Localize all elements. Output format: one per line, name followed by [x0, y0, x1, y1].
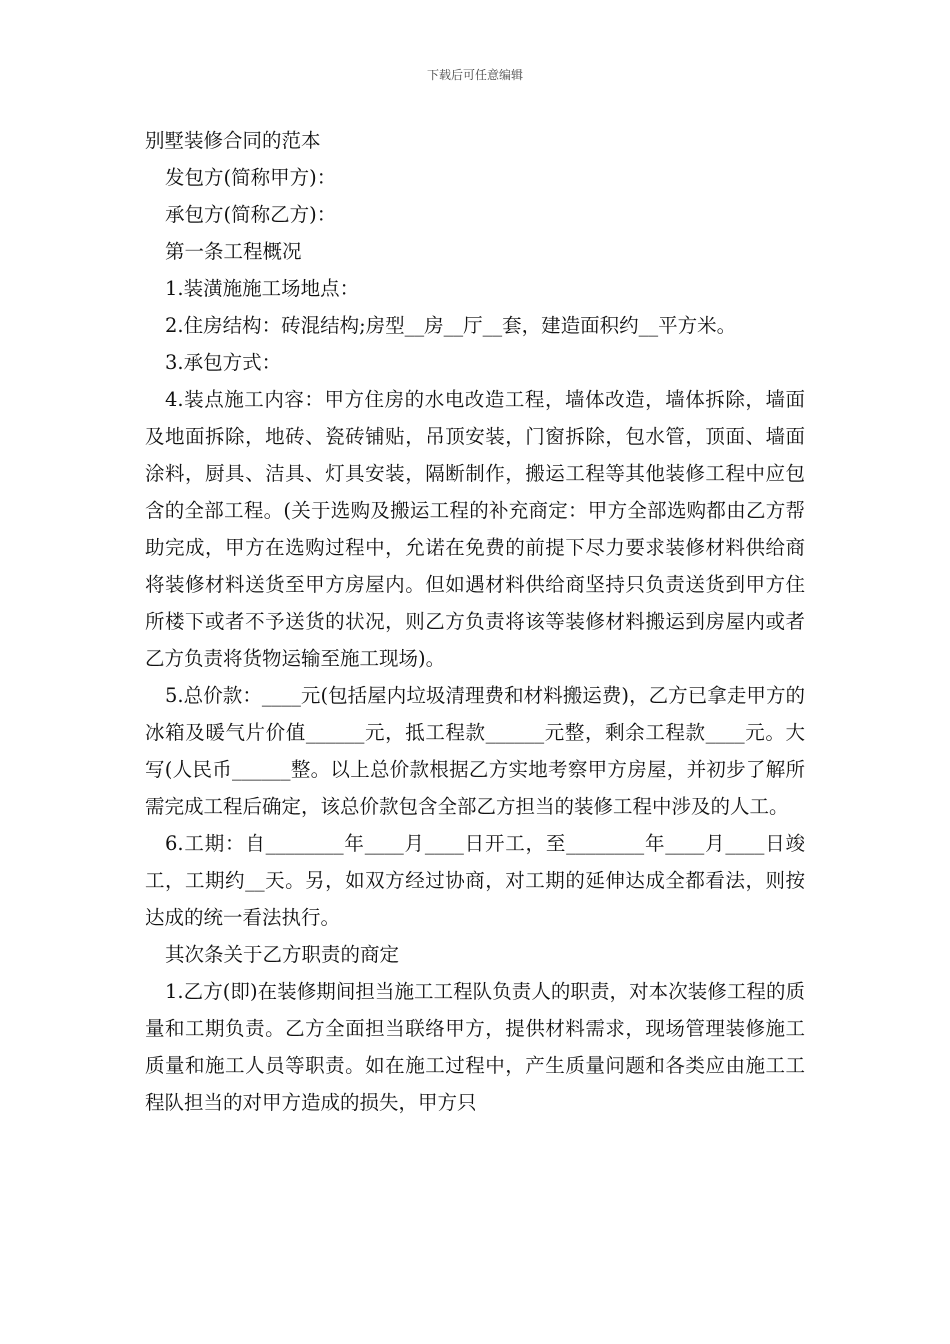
paragraph-item-1-location: 1.装潢施施工场地点： [165, 277, 360, 300]
paragraph-item-6-schedule: 6.工期：自________年____月____日开工，至________年____月____日竣工，工期约__天。另，如双方经过协商，对工期的延伸达成全都看法，则按达成的统一看法执行。 [145, 832, 805, 929]
section-heading-project-overview: 第一条工程概况 [165, 240, 302, 263]
section-heading-party-b-duties: 其次条关于乙方职责的商定 [165, 943, 400, 966]
document-title: 别墅装修合同的范本 [145, 129, 321, 152]
header-note: 下载后可任意编辑 [426, 68, 523, 82]
paragraph-duties-item-1: 1.乙方(即)在装修期间担当施工工程队负责人的职责，对本次装修工程的质量和工期负责。乙方全面担当联络甲方，提供材料需求，现场管理装修施工质量和施工人员等职责。如在施工过程中，产生质量问题和各类应由施工工程队担当的对甲方造成的损失，甲方只 [145, 980, 805, 1114]
paragraph-item-3-contract-method: 3.承包方式： [165, 351, 282, 374]
paragraph-item-5-total-price: 5.总价款：____元(包括屋内垃圾清理费和材料搬运费)，乙方已拿走甲方的冰箱及暖气片价值______元，抵工程款______元整，剩余工程款____元。大写(人民币______整。以上总价款根据乙方实地考察甲方房屋，并初步了解所需完成工程后确定，该总价款包含全部乙方担当的装修工程中涉及的人工。 [145, 684, 805, 818]
paragraph-item-2-structure: 2.住房结构：砖混结构;房型__房__厅__套，建造面积约__平方米。 [165, 314, 737, 337]
paragraph-contracting-party-a: 发包方(简称甲方)： [165, 166, 337, 189]
document-body [145, 122, 805, 1121]
paragraph-item-4-construction-content: 4.装点施工内容：甲方住房的水电改造工程，墙体改造，墙体拆除，墙面及地面拆除，地砖、瓷砖铺贴，吊顶安装，门窗拆除，包水管，顶面、墙面涂料，厨具、洁具、灯具安装，隔断制作，搬运工程等其他装修工程中应包含的全部工程。(关于选购及搬运工程的补充商定：甲方全部选购都由乙方帮助完成，甲方在选购过程中，允诺在免费的前提下尽力要求装修材料供给商将装修材料送货至甲方房屋内。但如遇材料供给商坚持只负责送货到甲方住所楼下或者不予送货的状况，则乙方负责将该等装修材料搬运到房屋内或者乙方负责将货物运输至施工现场)。 [145, 388, 805, 670]
paragraph-contracting-party-b: 承包方(简称乙方)： [165, 203, 337, 226]
